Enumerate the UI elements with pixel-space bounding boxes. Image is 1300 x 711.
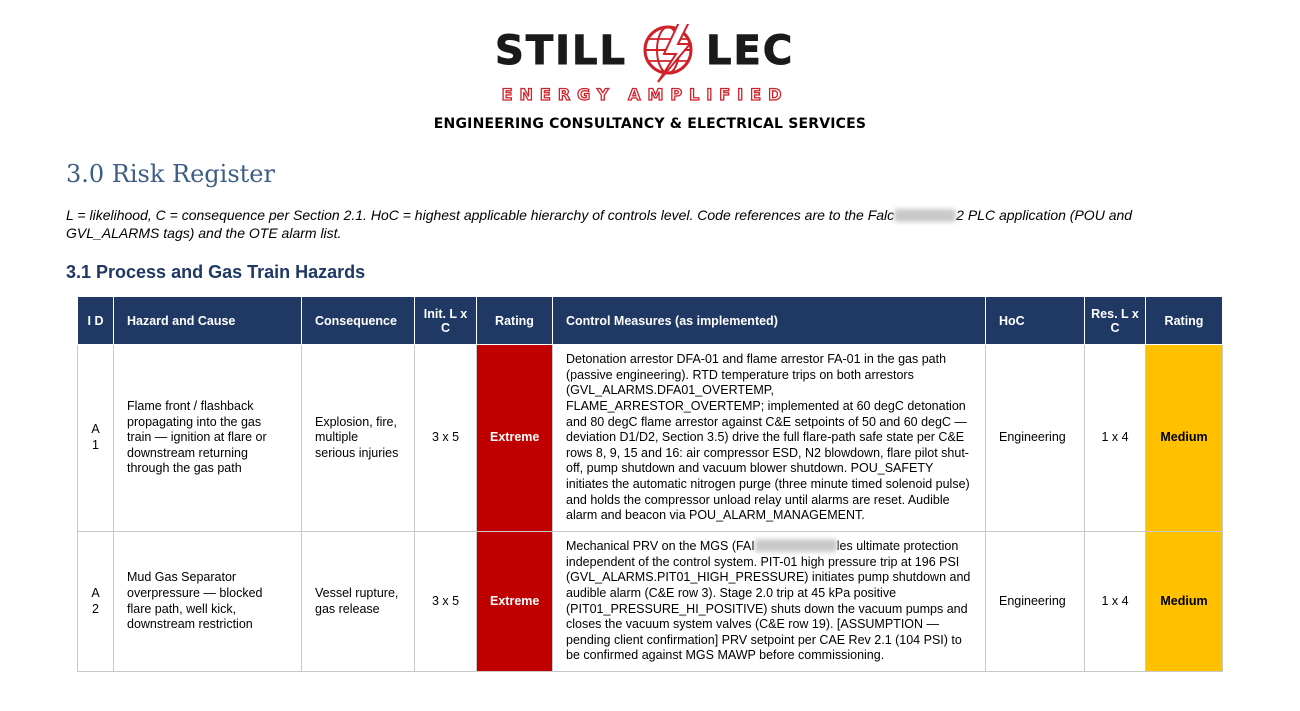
consequence-cell: Vessel rupture, gas release: [302, 532, 415, 672]
col-header-hazard: Hazard and Cause: [114, 297, 302, 345]
col-header-residual-rating: Rating: [1146, 297, 1223, 345]
residual-lxc-cell: 1 x 4: [1085, 345, 1146, 532]
col-header-controls: Control Measures (as implemented): [553, 297, 986, 345]
col-header-id: I D: [78, 297, 114, 345]
redacted-text: [755, 539, 837, 552]
subsection-title: 3.1 Process and Gas Train Hazards: [66, 262, 366, 282]
hazard-cell: Flame front / flashback propagating into the gas train — ignition at flare or downstream returning through the gas path: [114, 345, 302, 532]
controls-cell: [553, 532, 986, 672]
residual-lxc-cell: 1 x 4: [1085, 532, 1146, 672]
hazard-cell: Mud Gas Separator overpressure — blocked flare path, well kick, downstream restriction: [114, 532, 302, 672]
col-header-consequence: Consequence: [302, 297, 415, 345]
residual-rating-badge: Medium: [1146, 532, 1223, 672]
risk-register-table: [77, 296, 1223, 672]
logo-tagline: ENERGY AMPLIFIED: [501, 85, 789, 104]
initial-rating-badge: Extreme: [477, 345, 553, 532]
row-id: A 2: [78, 532, 114, 672]
initial-rating-badge: Extreme: [477, 532, 553, 672]
company-tagline: ENGINEERING CONSULTANCY & ELECTRICAL SERVICES: [433, 116, 867, 132]
hoc-cell: Engineering: [986, 345, 1085, 532]
controls-cell: Detonation arrestor DFA-01 and flame arrestor FA-01 in the gas path (passive engineering). RTD temperature trips on both arrestors (GVL_ALARMS.DFA01_OVERTEMP, FLAME_ARRESTOR_OVERTEMP; implemented at 60 degC detonation and 80 degC flame arrestor against C&E setpoints of 50 and 60 degC — deviation D1/D2, Section 3.5) drive the full flare-path safe state per C&E rows 8, 9, 15 and 16: air compressor ESD, N2 blowdown, flare pilot shut-off, pump shutdown and vacuum blower shutdown. POU_SAFETY initiates the automatic nitrogen purge (three minute timed solenoid pulse) and holds the compressor unload relay until alarms are reset. Audible alarm and beacon via POU_ALARM_MANAGEMENT.: [553, 345, 986, 532]
col-header-rating: Rating: [477, 297, 553, 345]
table-header-row: [78, 297, 1223, 345]
intro-text-end: 2 PLC application (POU and GVL_ALARMS tags) and the OTE alarm list.: [66, 207, 1133, 241]
globe-lightning-icon: [645, 24, 691, 82]
table-row: [78, 532, 1223, 672]
consequence-cell: Explosion, fire, multiple serious injuries: [302, 345, 415, 532]
company-logo: [0, 24, 1300, 104]
section-title: 3.0 Risk Register: [66, 160, 275, 188]
logo-wordmark-left: STILL: [495, 28, 627, 74]
section-intro: [66, 206, 1226, 242]
row-id: A 1: [78, 345, 114, 532]
col-header-hoc: HoC: [986, 297, 1085, 345]
redacted-text: [894, 209, 956, 222]
controls-text-end: les ultimate protection independent of the control system. PIT-01 high pressure trip at 196 PSI (GVL_ALARMS.PIT01_HIGH_PRESSURE) initiates pump shutdown and audible alarm (C&E row 3). Stage 2.0 trip at 45 kPa positive (PIT01_PRESSURE_HI_POSITIVE) shuts down the vacuum pumps and closes the vacuum system valves (C&E row 19). [ASSUMPTION — pending client confirmation] PRV setpoint per CAE Rev 2.1 (104 PSI) to be confirmed against MGS MAWP before commissioning.: [566, 539, 971, 663]
col-header-residual: Res. L x C: [1085, 297, 1146, 345]
initial-lxc-cell: 3 x 5: [415, 345, 477, 532]
logo-wordmark-right: LEC: [706, 28, 795, 74]
intro-text-start: L = likelihood, C = consequence per Section 2.1. HoC = highest applicable hierarchy of controls level. Code references are to the Falc: [66, 207, 895, 223]
table-row: [78, 345, 1223, 532]
hoc-cell: Engineering: [986, 532, 1085, 672]
controls-text-start: Mechanical PRV on the MGS (FAI: [566, 539, 755, 554]
residual-rating-badge: Medium: [1146, 345, 1223, 532]
initial-lxc-cell: 3 x 5: [415, 532, 477, 672]
col-header-initial: Init. L x C: [415, 297, 477, 345]
